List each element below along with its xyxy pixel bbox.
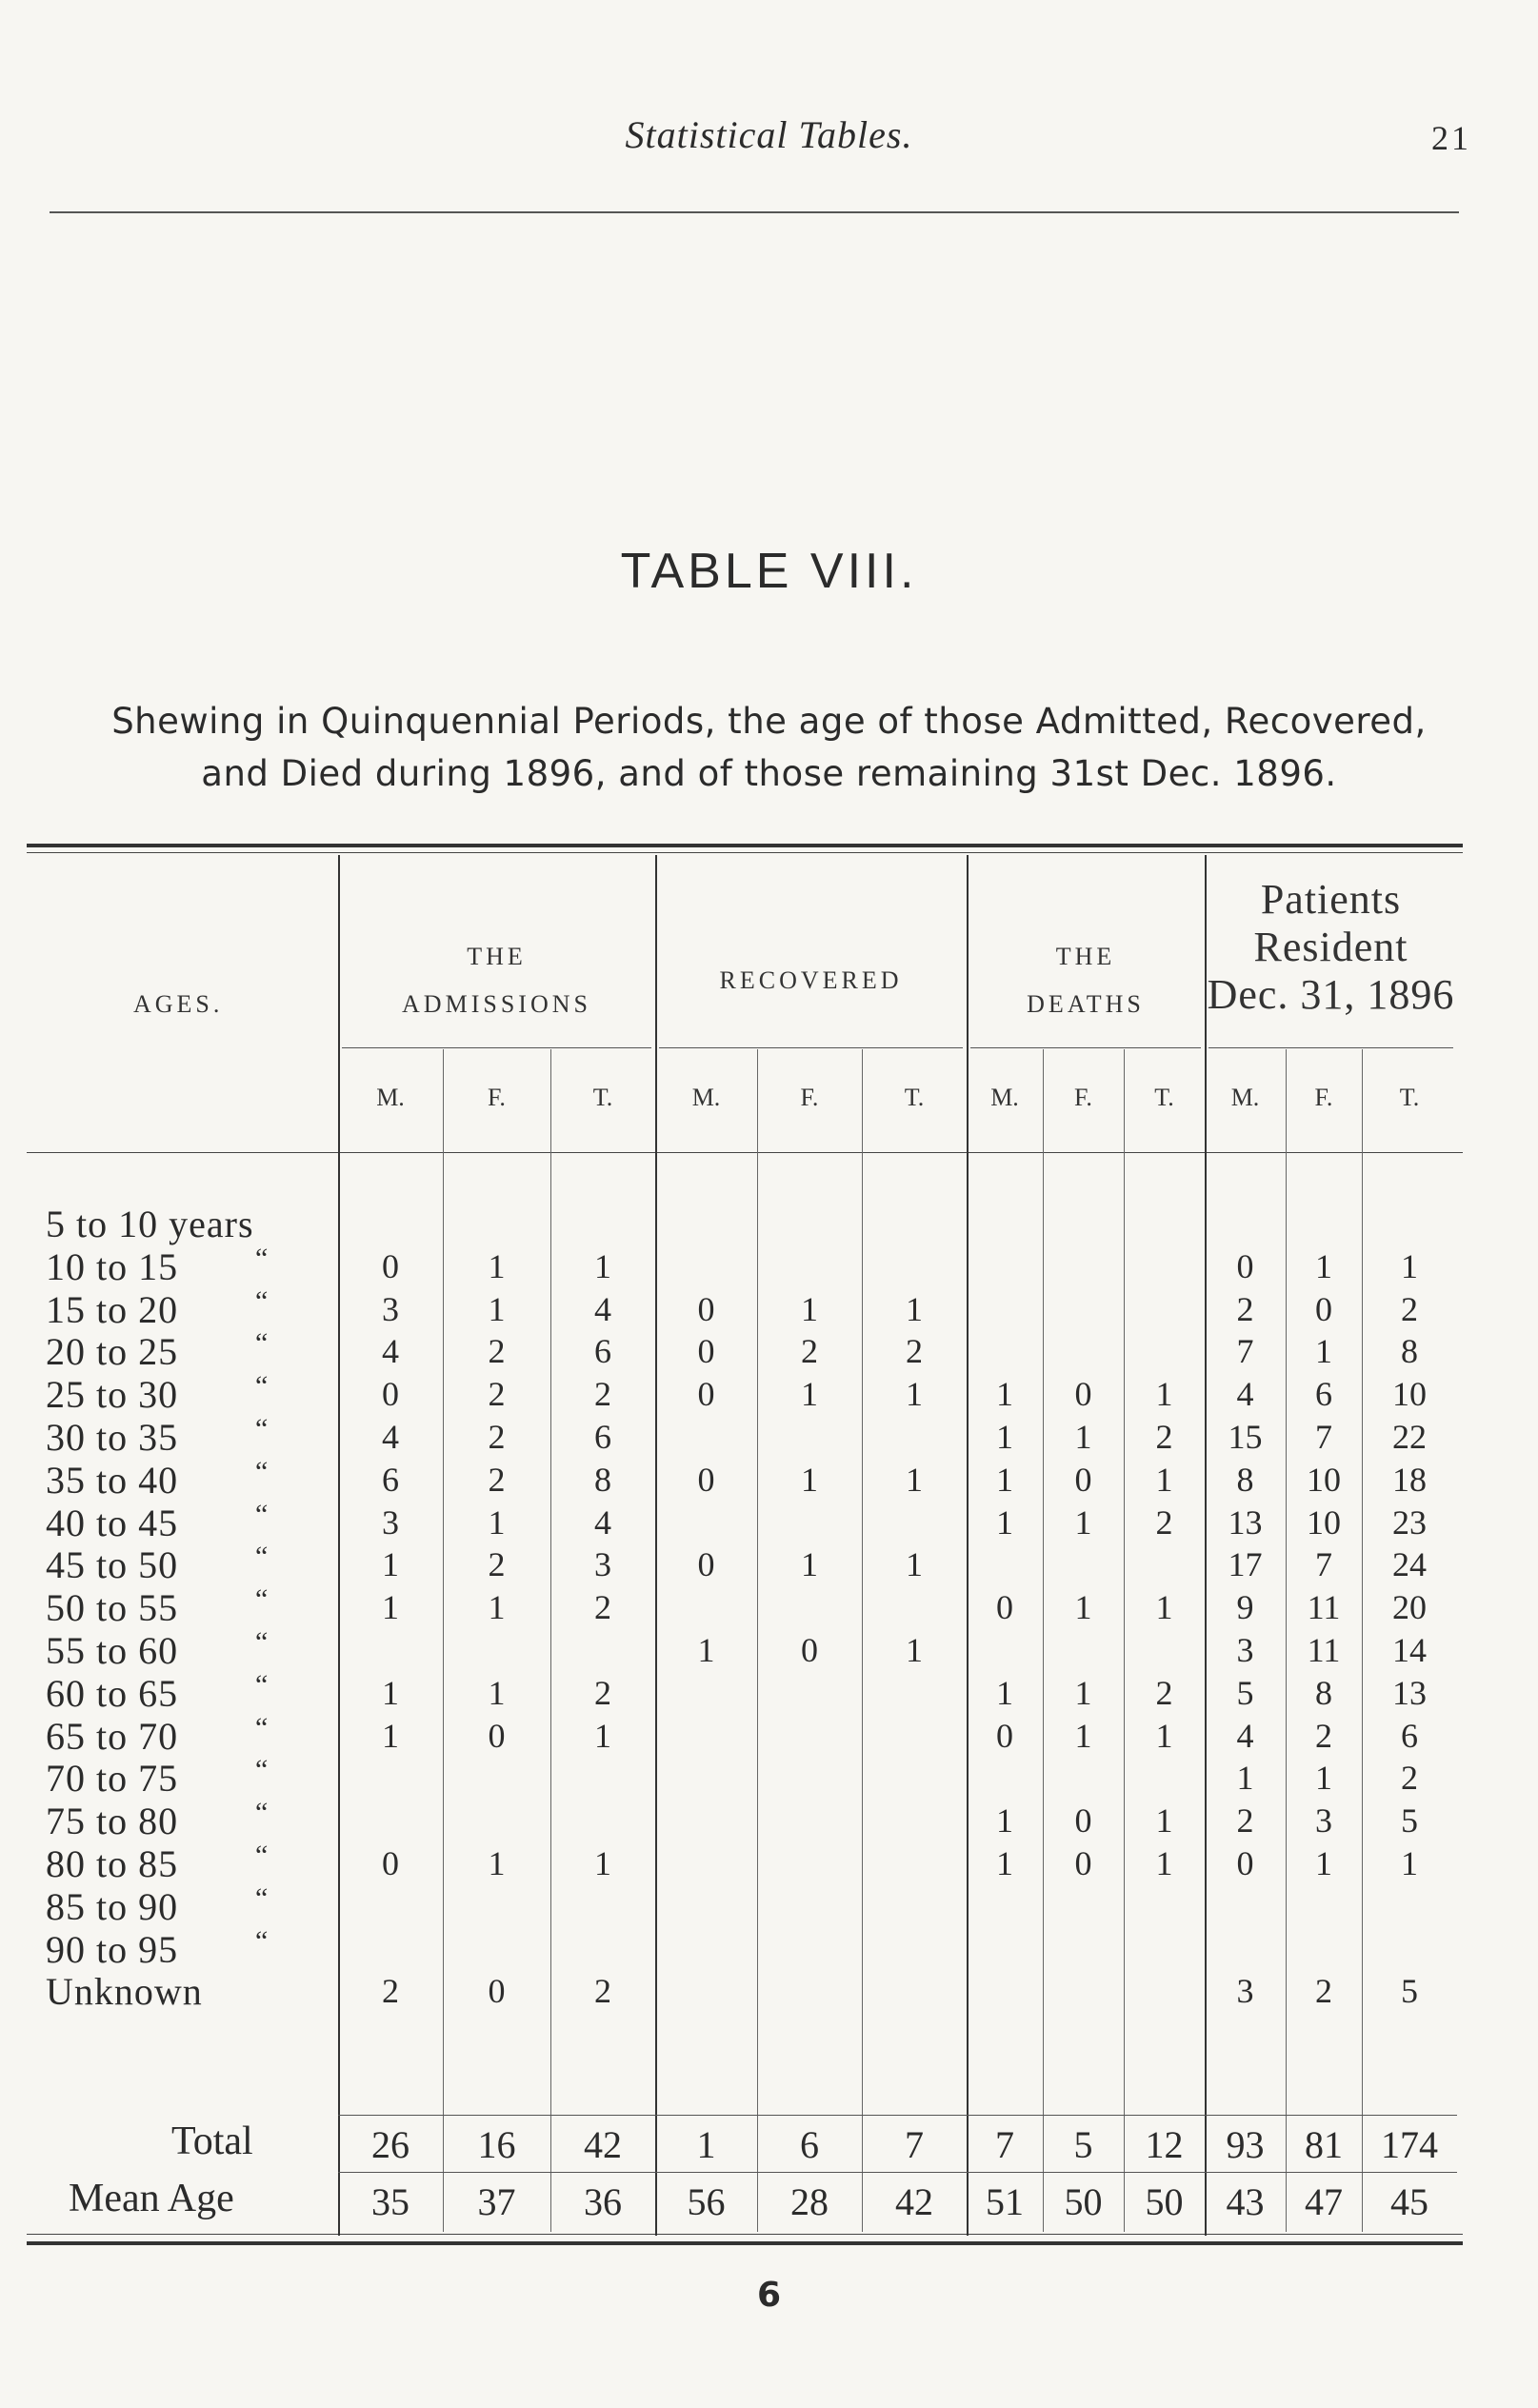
- total-label: Total: [171, 2119, 253, 2163]
- table-cell: 7: [1315, 1418, 1332, 1456]
- table-cell: 1: [382, 1673, 399, 1712]
- table-cell: 18: [1392, 1460, 1427, 1499]
- table-cell: 4: [1236, 1375, 1254, 1414]
- running-title: Statistical Tables.: [625, 113, 913, 156]
- table-cell: 2: [488, 1332, 506, 1371]
- table-cell: 1: [488, 1588, 506, 1627]
- table-cell: 1: [996, 1375, 1013, 1414]
- table-cell: 2: [1315, 1716, 1332, 1755]
- table-subtitle: [19, 695, 1519, 800]
- table-cell: 20: [1392, 1588, 1427, 1627]
- table-cell: 1: [801, 1460, 818, 1499]
- subheader-cell: F.: [1074, 1084, 1092, 1111]
- age-label: 45 to 50: [46, 1543, 179, 1587]
- table-cell: 4: [594, 1503, 611, 1542]
- age-label: 75 to 80: [46, 1800, 179, 1843]
- table-cell: 6: [1315, 1375, 1332, 1414]
- table-cell: 0: [697, 1375, 715, 1414]
- table-cell: 1: [906, 1375, 923, 1414]
- age-label: 40 to 45: [46, 1501, 179, 1544]
- total-cell: 5: [1073, 2123, 1093, 2166]
- table-cell: 2: [488, 1375, 506, 1414]
- total-cell: 6: [800, 2123, 819, 2166]
- deaths-header-line: THE: [1055, 943, 1116, 970]
- table-cell: 8: [1401, 1332, 1418, 1371]
- table-cell: 3: [594, 1545, 611, 1584]
- table-cell: 1: [488, 1844, 506, 1882]
- table-cell: 3: [1315, 1801, 1332, 1841]
- subheader-cell: M.: [1230, 1084, 1260, 1111]
- table-cell: 0: [382, 1844, 399, 1882]
- table-cell: 0: [1074, 1375, 1092, 1414]
- mean-age-cell: 36: [584, 2180, 622, 2223]
- table-cell: 1: [697, 1631, 715, 1669]
- admissions-header-line: THE: [467, 943, 527, 970]
- table-cell: 2: [1236, 1289, 1254, 1328]
- ditto-mark: “: [255, 1541, 269, 1573]
- table-cell: 1: [488, 1289, 506, 1328]
- table-cell: 1: [1155, 1801, 1173, 1841]
- table-cell: 0: [488, 1972, 506, 2011]
- table-cell: 14: [1392, 1631, 1427, 1669]
- column-divider: [550, 1049, 551, 2232]
- age-label: 50 to 55: [46, 1586, 179, 1630]
- total-cell: 7: [995, 2123, 1014, 2166]
- table-cell: 1: [1074, 1673, 1092, 1712]
- mean-age-cell: 47: [1305, 2180, 1343, 2223]
- total-cell: 7: [905, 2123, 924, 2166]
- table-cell: 2: [1401, 1289, 1418, 1328]
- table-cell: 1: [1074, 1588, 1092, 1627]
- table-cell: 1: [1074, 1503, 1092, 1542]
- group-underline: [1208, 1047, 1453, 1048]
- table-cell: 1: [1401, 1844, 1418, 1882]
- table-cell: 1: [996, 1418, 1013, 1456]
- table-cell: 0: [1236, 1844, 1254, 1882]
- subheader-cell: T.: [1399, 1084, 1420, 1111]
- table-cell: 2: [594, 1588, 611, 1627]
- table-cell: 1: [1315, 1759, 1332, 1798]
- table-cell: 2: [1236, 1801, 1254, 1841]
- subheader-cell: M.: [376, 1084, 405, 1111]
- table-cell: 0: [1074, 1801, 1092, 1841]
- table-cell: 4: [1236, 1716, 1254, 1755]
- subheader-cell: T.: [592, 1084, 613, 1111]
- table-cell: 3: [1236, 1631, 1254, 1669]
- mean-age-cell: 42: [895, 2180, 933, 2223]
- ditto-mark: “: [255, 1754, 269, 1786]
- subheader-cell: F.: [800, 1084, 819, 1111]
- ditto-mark: “: [255, 1840, 269, 1871]
- table-cell: 1: [1401, 1246, 1418, 1285]
- table-cell: 1: [801, 1375, 818, 1414]
- column-divider: [1124, 1049, 1125, 2232]
- table-cell: 0: [996, 1716, 1013, 1755]
- total-cell: 26: [371, 2123, 409, 2166]
- table-cell: 2: [382, 1972, 399, 2011]
- table-cell: 15: [1228, 1418, 1263, 1456]
- age-label: 30 to 35: [46, 1416, 179, 1459]
- table-cell: 1: [996, 1673, 1013, 1712]
- table-cell: 0: [697, 1289, 715, 1328]
- table-cell: 10: [1392, 1375, 1427, 1414]
- mean-age-label: Mean Age: [69, 2177, 234, 2220]
- table-cell: 1: [1155, 1844, 1173, 1882]
- column-divider: [1043, 1049, 1044, 2232]
- ditto-mark: “: [255, 1881, 269, 1914]
- ditto-mark: “: [255, 1413, 269, 1444]
- table-cell: 0: [488, 1716, 506, 1755]
- ditto-mark: “: [255, 1455, 269, 1487]
- table-cell: 11: [1307, 1631, 1341, 1669]
- table-cell: 2: [1315, 1972, 1332, 2011]
- table-cell: 1: [488, 1503, 506, 1542]
- table-cell: 0: [382, 1246, 399, 1285]
- subheader-cell: M.: [691, 1084, 721, 1111]
- table-cell: 0: [1315, 1289, 1332, 1328]
- age-label: 10 to 15: [46, 1244, 179, 1288]
- total-cell: 42: [584, 2123, 622, 2166]
- table-cell: 0: [1236, 1246, 1254, 1285]
- mean-age-cell: 35: [371, 2180, 409, 2223]
- table-cell: 13: [1392, 1673, 1427, 1712]
- age-label: 25 to 30: [46, 1373, 179, 1417]
- header-rule: [50, 211, 1459, 213]
- table-cell: 1: [996, 1460, 1013, 1499]
- ages-header: AGES.: [133, 990, 224, 1018]
- table-cell: 6: [594, 1418, 611, 1456]
- total-cell: 174: [1381, 2123, 1438, 2166]
- ditto-mark: “: [255, 1498, 269, 1530]
- table-top-rule: [27, 844, 1463, 847]
- table-cell: 1: [906, 1545, 923, 1584]
- table-cell: 1: [488, 1673, 506, 1712]
- ditto-mark: “: [255, 1370, 269, 1403]
- table-cell: 3: [1236, 1972, 1254, 2011]
- age-label: 85 to 90: [46, 1884, 179, 1928]
- age-label: 20 to 25: [46, 1330, 179, 1374]
- table-cell: 2: [801, 1332, 818, 1371]
- mean-age-cell: 51: [986, 2180, 1024, 2223]
- table-cell: 10: [1307, 1460, 1341, 1499]
- group-underline: [342, 1047, 651, 1048]
- table-cell: 13: [1228, 1503, 1263, 1542]
- table-cell: 24: [1392, 1545, 1427, 1584]
- recovered-header-line: RECOVERED: [719, 966, 903, 994]
- age-label: 15 to 20: [46, 1287, 179, 1331]
- resident-header-line: Patients: [1260, 876, 1402, 923]
- subheader-cell: T.: [904, 1084, 925, 1111]
- group-underline: [659, 1047, 963, 1048]
- age-label: 70 to 75: [46, 1757, 179, 1801]
- table-cell: 5: [1401, 1972, 1418, 2011]
- table-cell: 1: [996, 1503, 1013, 1542]
- mean-age-cell: 43: [1226, 2180, 1265, 2223]
- table-cell: 6: [1401, 1716, 1418, 1755]
- resident-header-line: Resident: [1253, 924, 1408, 970]
- table-cell: 1: [906, 1289, 923, 1328]
- table-cell: 1: [382, 1588, 399, 1627]
- ditto-mark: “: [255, 1284, 269, 1317]
- table-cell: 0: [996, 1588, 1013, 1627]
- table-title: TABLE VIII.: [620, 544, 918, 599]
- table-cell: 1: [1074, 1716, 1092, 1755]
- table-cell: 4: [382, 1418, 399, 1456]
- table-cell: 22: [1392, 1418, 1427, 1456]
- age-label: 35 to 40: [46, 1458, 179, 1502]
- table-cell: 0: [1074, 1460, 1092, 1499]
- ditto-mark: “: [255, 1583, 269, 1616]
- admissions-header-line: ADMISSIONS: [402, 990, 591, 1018]
- table-cell: 1: [594, 1716, 611, 1755]
- age-label: 60 to 65: [46, 1671, 179, 1715]
- table-cell: 2: [594, 1375, 611, 1414]
- table-top-rule-inner: [27, 852, 1463, 853]
- table-cell: 2: [1401, 1759, 1418, 1798]
- table-cell: 2: [1155, 1418, 1173, 1456]
- mean-age-cell: 50: [1145, 2180, 1184, 2223]
- table-cell: 1: [1155, 1460, 1173, 1499]
- table-cell: 1: [906, 1631, 923, 1669]
- table-cell: 17: [1228, 1545, 1263, 1584]
- table-cell: 23: [1392, 1503, 1427, 1542]
- table-cell: 1: [1236, 1759, 1254, 1798]
- table-cell: 1: [594, 1246, 611, 1285]
- age-label: 5 to 10 years: [46, 1203, 254, 1245]
- table-cell: 6: [594, 1332, 611, 1371]
- table-cell: 2: [1155, 1673, 1173, 1712]
- mean-age-cell: 45: [1390, 2180, 1428, 2223]
- table-cell: 0: [1074, 1844, 1092, 1882]
- table-cell: 1: [801, 1545, 818, 1584]
- running-header: [0, 112, 1538, 169]
- total-cell: 12: [1145, 2123, 1184, 2166]
- table-cell: 1: [1315, 1332, 1332, 1371]
- table-cell: 8: [1236, 1460, 1254, 1499]
- ditto-mark: “: [255, 1242, 269, 1274]
- table-cell: 6: [382, 1460, 399, 1499]
- table-cell: 2: [488, 1460, 506, 1499]
- table-cell: 1: [906, 1460, 923, 1499]
- table-cell: 5: [1401, 1801, 1418, 1841]
- ditto-mark: “: [255, 1797, 269, 1829]
- table-cell: 0: [801, 1631, 818, 1669]
- mean-age-cell: 37: [477, 2180, 516, 2223]
- subheader-cell: M.: [990, 1084, 1019, 1111]
- subheader-cell: F.: [488, 1084, 506, 1111]
- total-cell: 93: [1226, 2123, 1265, 2166]
- ditto-mark: “: [255, 1626, 269, 1658]
- table-cell: 2: [488, 1545, 506, 1584]
- ditto-mark: “: [255, 1924, 269, 1957]
- ditto-mark: “: [255, 1327, 269, 1360]
- table-cell: 1: [996, 1801, 1013, 1841]
- group-underline: [970, 1047, 1201, 1048]
- total-cell: 16: [477, 2123, 516, 2166]
- footer-rule-1: [27, 2234, 1463, 2235]
- table-cell: 2: [488, 1418, 506, 1456]
- table-cell: 0: [697, 1332, 715, 1371]
- table-cell: 1: [1315, 1844, 1332, 1882]
- subheader-cell: F.: [1314, 1084, 1333, 1111]
- table-cell: 1: [1315, 1246, 1332, 1285]
- footer-rule-2: [27, 2241, 1463, 2245]
- deaths-header-line: DEATHS: [1027, 990, 1145, 1018]
- table-cell: 1: [1155, 1375, 1173, 1414]
- ditto-mark: “: [255, 1668, 269, 1701]
- table-cell: 2: [594, 1972, 611, 2011]
- table-cell: 1: [1155, 1588, 1173, 1627]
- table-cell: 9: [1236, 1588, 1254, 1627]
- header-bottom-rule: [27, 1152, 1463, 1153]
- total-cell: 81: [1305, 2123, 1343, 2166]
- table-cell: 2: [1155, 1503, 1173, 1542]
- subheader-cell: T.: [1154, 1084, 1174, 1111]
- subtitle-line-1: Shewing in Quinquennial Periods, the age of those Admitted, Recovered,: [111, 701, 1427, 742]
- table-cell: 7: [1236, 1332, 1254, 1371]
- age-label: 80 to 85: [46, 1842, 179, 1885]
- table-cell: 4: [594, 1289, 611, 1328]
- table-cell: 3: [382, 1289, 399, 1328]
- table-cell: 11: [1307, 1588, 1341, 1627]
- table-cell: 1: [996, 1844, 1013, 1882]
- table-cell: 2: [594, 1673, 611, 1712]
- table-cell: 1: [488, 1246, 506, 1285]
- table-cell: 8: [1315, 1673, 1332, 1712]
- age-label: 65 to 70: [46, 1714, 179, 1758]
- ditto-mark: “: [255, 1711, 269, 1743]
- age-label: 55 to 60: [46, 1629, 179, 1672]
- mean-age-cell: 50: [1064, 2180, 1103, 2223]
- table-cell: 1: [594, 1844, 611, 1882]
- mean-age-cell: 28: [790, 2180, 829, 2223]
- resident-header-line: Dec. 31, 1896: [1207, 971, 1455, 1018]
- table-cell: 1: [1155, 1716, 1173, 1755]
- column-divider: [443, 1049, 444, 2232]
- total-top-rule: [338, 2115, 1457, 2116]
- table-cell: 10: [1307, 1503, 1341, 1542]
- table-cell: 1: [382, 1716, 399, 1755]
- table-cell: 1: [1074, 1418, 1092, 1456]
- table-cell: 3: [382, 1503, 399, 1542]
- table-cell: 1: [382, 1545, 399, 1584]
- signature-mark: 6: [756, 2276, 782, 2315]
- page-number: 21: [1431, 119, 1471, 157]
- age-label: Unknown: [46, 1970, 203, 2014]
- table-cell: 0: [697, 1460, 715, 1499]
- table-cell: 0: [697, 1545, 715, 1584]
- table-cell: 0: [382, 1375, 399, 1414]
- table-cell: 8: [594, 1460, 611, 1499]
- table-cell: 7: [1315, 1545, 1332, 1584]
- table-cell: 1: [801, 1289, 818, 1328]
- total-cell: 1: [696, 2123, 716, 2166]
- table-cell: 2: [906, 1332, 923, 1371]
- total-bottom-rule: [338, 2172, 1457, 2173]
- subtitle-line-2: and Died during 1896, and of those remaining 31st Dec. 1896.: [201, 753, 1337, 794]
- mean-age-cell: 56: [687, 2180, 726, 2223]
- age-label: 90 to 95: [46, 1927, 179, 1971]
- table-cell: 5: [1236, 1673, 1254, 1712]
- table-cell: 4: [382, 1332, 399, 1371]
